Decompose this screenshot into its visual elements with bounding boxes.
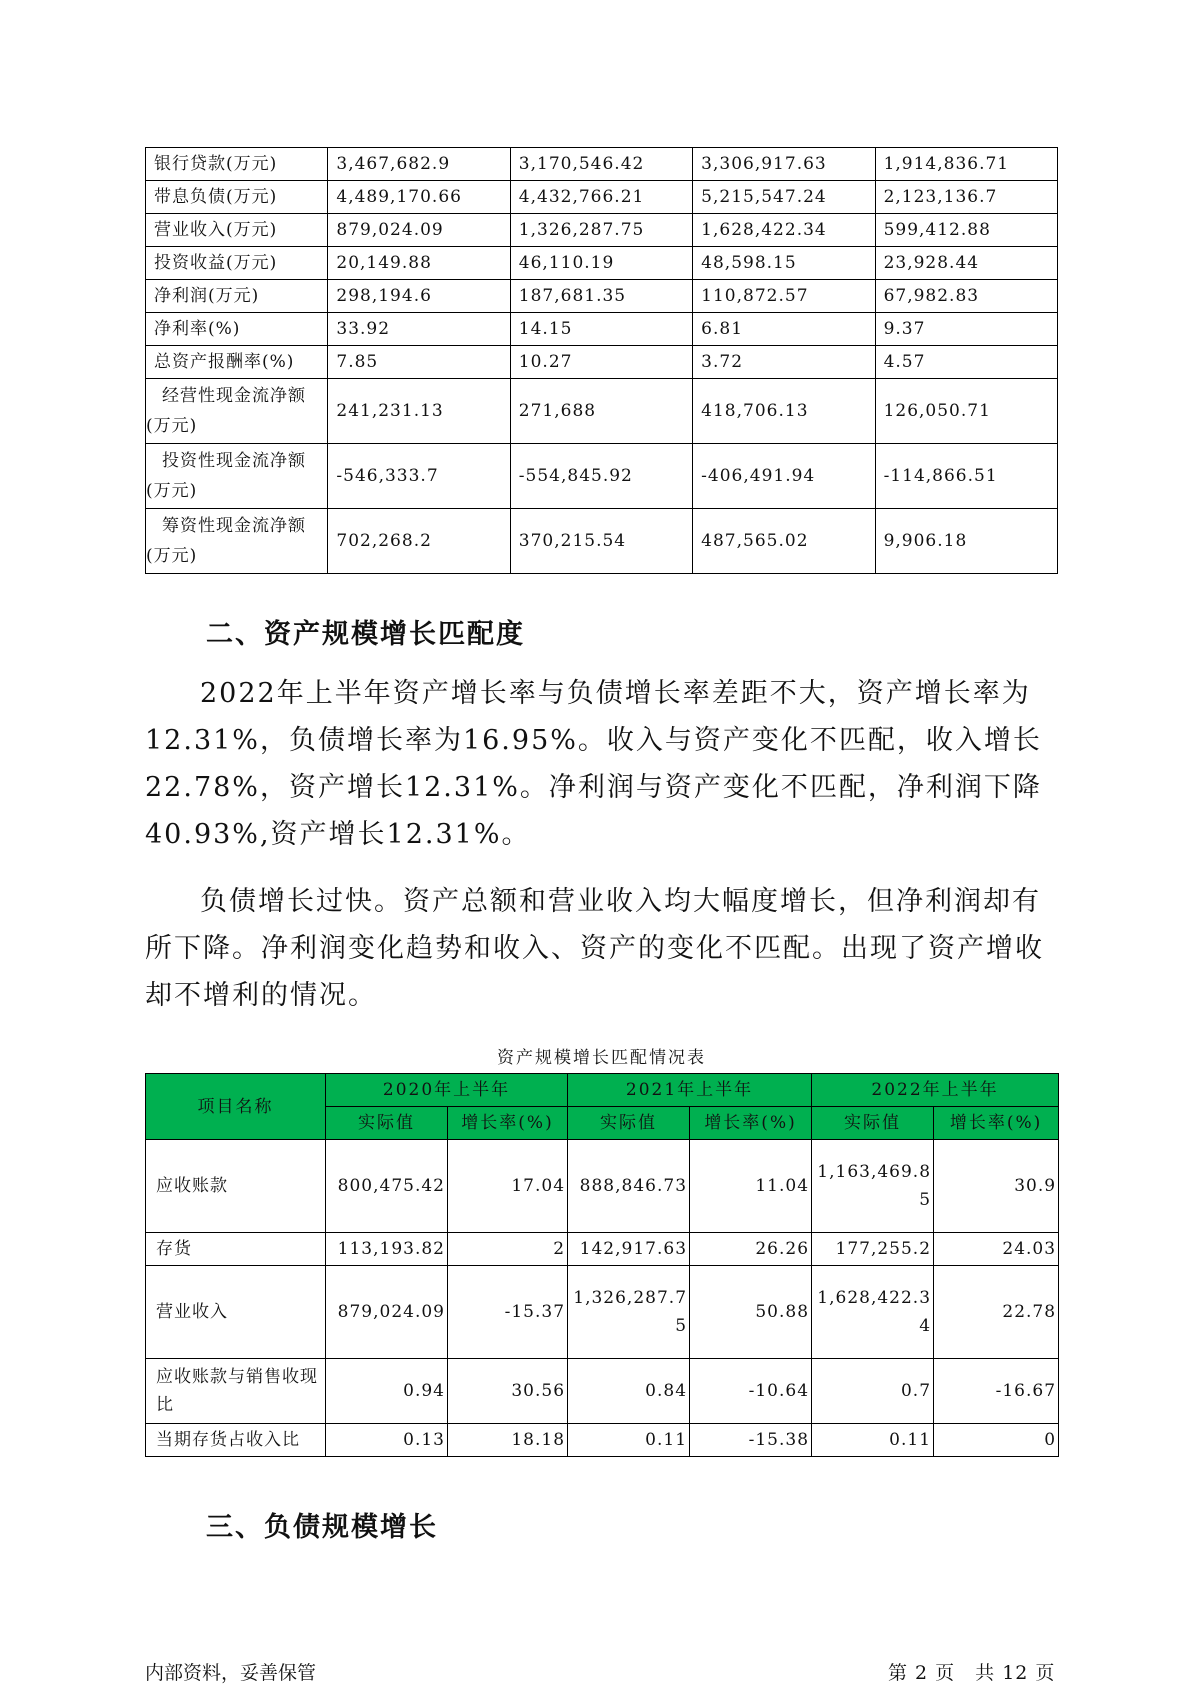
table-cell: -15.38 xyxy=(690,1424,812,1457)
row-label: 存货 xyxy=(146,1233,326,1266)
section-heading: 三、负债规模增长 xyxy=(206,1512,438,1543)
table-cell: 33.92 xyxy=(328,313,510,346)
table-cell: 1,914,836.71 xyxy=(875,148,1057,181)
column-header: 实际值 xyxy=(568,1107,690,1140)
page-number: 第 2 页 共 12 页 xyxy=(888,1662,1056,1684)
table-cell: 18.18 xyxy=(448,1424,568,1457)
table-cell: -554,845.92 xyxy=(510,444,692,509)
column-header: 2021年上半年 xyxy=(568,1074,812,1107)
table-cell: 126,050.71 xyxy=(875,379,1057,444)
row-label: 应收账款与销售收现比 xyxy=(146,1359,326,1424)
table-cell: -16.67 xyxy=(934,1359,1059,1424)
table-cell: 14.15 xyxy=(510,313,692,346)
row-label-line: 投资性现金流净额 xyxy=(162,451,306,471)
row-label-line: 筹资性现金流净额 xyxy=(162,516,306,536)
row-label-line: (万元) xyxy=(146,481,198,501)
table-row xyxy=(146,181,1058,214)
table-cell: 702,268.2 xyxy=(328,509,510,574)
table-cell: 0 xyxy=(934,1424,1059,1457)
table-cell: 30.9 xyxy=(934,1140,1059,1233)
table-cell: 142,917.63 xyxy=(568,1233,690,1266)
table-row xyxy=(146,1424,1059,1457)
table-cell: 6.81 xyxy=(693,313,875,346)
table-cell: 1,628,422.34 xyxy=(812,1266,934,1359)
table-cell: 67,982.83 xyxy=(875,280,1057,313)
row-label-line: 经营性现金流净额 xyxy=(162,386,306,406)
table-row xyxy=(146,509,1058,574)
footer-note: 内部资料，妥善保管 xyxy=(145,1662,317,1684)
table-cell: 888,846.73 xyxy=(568,1140,690,1233)
column-header: 增长率(%) xyxy=(448,1107,568,1140)
table-row xyxy=(146,379,1058,444)
table-cell: 46,110.19 xyxy=(510,247,692,280)
table-row xyxy=(146,148,1058,181)
table-cell: 4,489,170.66 xyxy=(328,181,510,214)
table-cell: 2,123,136.7 xyxy=(875,181,1057,214)
table-cell: 48,598.15 xyxy=(693,247,875,280)
paragraph: 负债增长过快。资产总额和营业收入均大幅度增长，但净利润却有所下降。净利润变化趋势和收入、资产的变化不匹配。出现了资产增收却不增利的情况。 xyxy=(145,886,1044,1011)
table-cell: 879,024.09 xyxy=(326,1266,448,1359)
table-cell: -114,866.51 xyxy=(875,444,1057,509)
table-cell: 26.26 xyxy=(690,1233,812,1266)
table-cell: 1,628,422.34 xyxy=(693,214,875,247)
row-label: 营业收入(万元) xyxy=(146,214,328,247)
row-label: 带息负债(万元) xyxy=(146,181,328,214)
table-cell: 298,194.6 xyxy=(328,280,510,313)
table-cell: 50.88 xyxy=(690,1266,812,1359)
table-row xyxy=(146,214,1058,247)
table-cell: 3,306,917.63 xyxy=(693,148,875,181)
table-cell: 4.57 xyxy=(875,346,1057,379)
table-cell: 1,326,287.75 xyxy=(510,214,692,247)
table-cell: 22.78 xyxy=(934,1266,1059,1359)
column-header: 2022年上半年 xyxy=(812,1074,1059,1107)
table-cell: 20,149.88 xyxy=(328,247,510,280)
column-header: 实际值 xyxy=(326,1107,448,1140)
table-row xyxy=(146,1233,1059,1266)
table-caption: 资产规模增长匹配情况表 xyxy=(497,1048,706,1068)
row-label-line: (万元) xyxy=(146,546,198,566)
table-row xyxy=(146,280,1058,313)
row-label-line: (万元) xyxy=(146,416,198,436)
table-cell: 2 xyxy=(448,1233,568,1266)
row-label xyxy=(146,444,328,509)
table-cell: 800,475.42 xyxy=(326,1140,448,1233)
table-cell: 0.84 xyxy=(568,1359,690,1424)
table-cell: 113,193.82 xyxy=(326,1233,448,1266)
row-label: 投资收益(万元) xyxy=(146,247,328,280)
table-row xyxy=(146,1359,1059,1424)
table-cell: 110,872.57 xyxy=(693,280,875,313)
table-cell: 11.04 xyxy=(690,1140,812,1233)
column-header: 增长率(%) xyxy=(690,1107,812,1140)
section-heading: 二、资产规模增长匹配度 xyxy=(206,619,525,650)
table-cell: 0.94 xyxy=(326,1359,448,1424)
table-cell: 177,255.2 xyxy=(812,1233,934,1266)
column-header: 2020年上半年 xyxy=(326,1074,568,1107)
table-cell: 9.37 xyxy=(875,313,1057,346)
table-cell: 9,906.18 xyxy=(875,509,1057,574)
table-cell: 0.13 xyxy=(326,1424,448,1457)
row-label: 净利润(万元) xyxy=(146,280,328,313)
table-cell: -15.37 xyxy=(448,1266,568,1359)
table-cell: 23,928.44 xyxy=(875,247,1057,280)
table-cell: 879,024.09 xyxy=(328,214,510,247)
row-label: 银行贷款(万元) xyxy=(146,148,328,181)
table-cell: -10.64 xyxy=(690,1359,812,1424)
table-cell: 10.27 xyxy=(510,346,692,379)
table-cell: 5,215,547.24 xyxy=(693,181,875,214)
table-cell: 17.04 xyxy=(448,1140,568,1233)
table-cell: 0.11 xyxy=(812,1424,934,1457)
table-cell: 30.56 xyxy=(448,1359,568,1424)
table-cell: 370,215.54 xyxy=(510,509,692,574)
table-row xyxy=(146,1140,1059,1233)
table-cell: 241,231.13 xyxy=(328,379,510,444)
asset-growth-match-table xyxy=(145,1073,1059,1457)
table-row xyxy=(146,1266,1059,1359)
table-row xyxy=(146,346,1058,379)
table-cell: 4,432,766.21 xyxy=(510,181,692,214)
row-label: 应收账款 xyxy=(146,1140,326,1233)
row-label: 营业收入 xyxy=(146,1266,326,1359)
row-label: 当期存货占收入比 xyxy=(146,1424,326,1457)
row-label: 净利率(%) xyxy=(146,313,328,346)
row-label: 总资产报酬率(%) xyxy=(146,346,328,379)
row-label xyxy=(146,379,328,444)
table-cell: 599,412.88 xyxy=(875,214,1057,247)
table-cell: 0.11 xyxy=(568,1424,690,1457)
table-row xyxy=(146,247,1058,280)
table-cell: 0.7 xyxy=(812,1359,934,1424)
table-cell: -406,491.94 xyxy=(693,444,875,509)
table-row xyxy=(146,313,1058,346)
paragraph: 2022年上半年资产增长率与负债增长率差距不大，资产增长率为12.31%，负债增长率为16.95%。收入与资产变化不匹配，收入增长22.78%，资产增长12.31%。净利润与资产变化不匹配，净利润下降40.93%,资产增长12.31%。 xyxy=(145,678,1042,850)
column-header: 实际值 xyxy=(812,1107,934,1140)
table-row xyxy=(146,444,1058,509)
table-cell: 7.85 xyxy=(328,346,510,379)
column-header: 项目名称 xyxy=(146,1074,326,1140)
table-cell: 3.72 xyxy=(693,346,875,379)
table-cell: 1,326,287.75 xyxy=(568,1266,690,1359)
table-cell: 187,681.35 xyxy=(510,280,692,313)
financial-summary-table xyxy=(145,147,1058,574)
table-cell: 24.03 xyxy=(934,1233,1059,1266)
table-cell: 418,706.13 xyxy=(693,379,875,444)
table-cell: 487,565.02 xyxy=(693,509,875,574)
table-cell: 1,163,469.85 xyxy=(812,1140,934,1233)
table-cell: 3,170,546.42 xyxy=(510,148,692,181)
row-label xyxy=(146,509,328,574)
table-cell: 271,688 xyxy=(510,379,692,444)
table-cell: -546,333.7 xyxy=(328,444,510,509)
column-header: 增长率(%) xyxy=(934,1107,1059,1140)
table-cell: 3,467,682.9 xyxy=(328,148,510,181)
